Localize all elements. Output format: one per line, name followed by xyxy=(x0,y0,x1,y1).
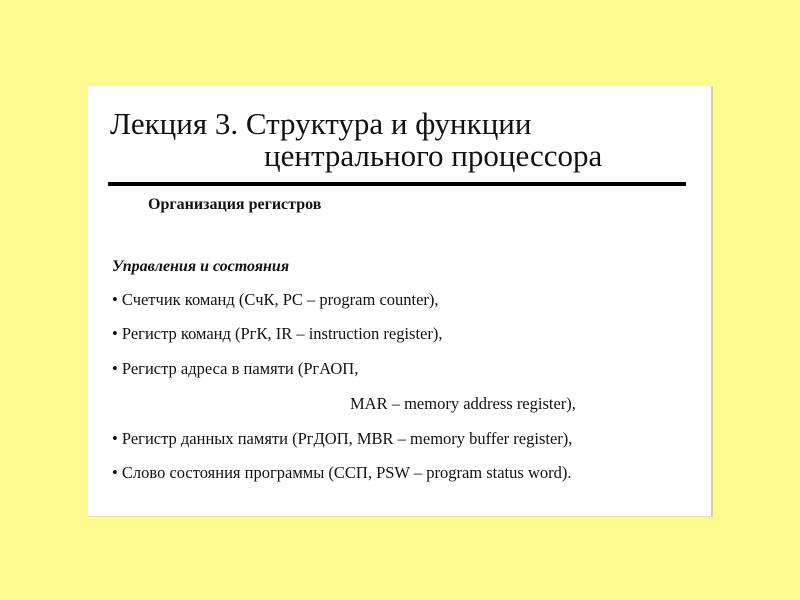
title-divider xyxy=(108,182,686,186)
slide xyxy=(88,86,713,517)
title-line-2: центрального процессора xyxy=(264,138,603,173)
list-item: • Счетчик команд (СчК, PC – program counter), xyxy=(112,290,439,309)
list-item-continuation: MAR – memory address register), xyxy=(350,394,576,413)
title-line-1: Лекция 3. Структура и функции xyxy=(110,106,532,141)
list-item: • Слово состояния программы (ССП, PSW – program status word). xyxy=(112,463,572,482)
list-item: • Регистр адреса в памяти (РгАОП, xyxy=(112,359,359,378)
list-item: • Регистр команд (РгК, IR – instruction register), xyxy=(112,324,443,343)
subtitle: Организация регистров xyxy=(148,196,322,213)
list-item: • Регистр данных памяти (РгДОП, MBR – memory buffer register), xyxy=(112,429,573,448)
section-heading: Управления и состояния xyxy=(112,258,290,275)
